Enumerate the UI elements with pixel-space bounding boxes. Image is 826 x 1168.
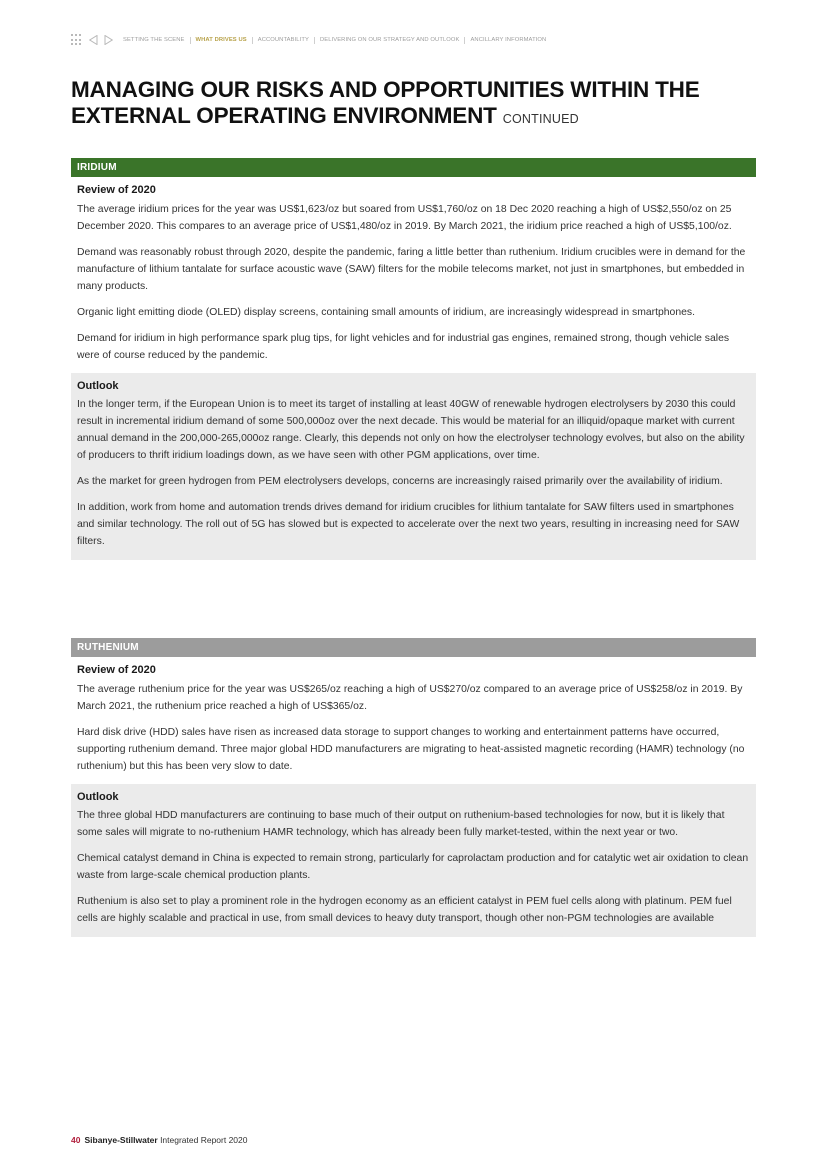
- ruthenium-outlook-paragraph: The three global HDD manufacturers are continuing to base much of their output on ruthenium-based technologies for now, but it is likely that some sales will migrate to no-ruthenium HAMR technology, which has already been fully market-tested, within the next year or two.: [77, 810, 725, 838]
- iridium-outlook-paragraph: In addition, work from home and automation trends drives demand for iridium crucibles for lithium tantalate for SAW filters used in smartphones and similar technology. The roll out of 5G has slowed but is expected to accelerate over the next two years, resulting in increasing need for SAW filters.: [77, 502, 740, 547]
- nav-setting-the-scene[interactable]: SETTING THE SCENE: [123, 37, 185, 43]
- iridium-outlook-paragraph: As the market for green hydrogen from PEM electrolysers develops, concerns are increasingly raised primarily over the availability of iridium.: [77, 476, 723, 487]
- nav-delivering-on-strategy[interactable]: DELIVERING ON OUR STRATEGY AND OUTLOOK: [319, 37, 460, 43]
- ruthenium-review-paragraph: Hard disk drive (HDD) sales have risen as increased data storage to support changes to working and entertainment patterns have occurred, supporting ruthenium demand. Three major global HDD manufacturers are migrating to heat-assisted magnetic recording (HAMR) technology (no ruthenium) but this has been very slow to date.: [77, 727, 745, 772]
- ruthenium-review-title: Review of 2020: [77, 664, 156, 676]
- nav-divider: [314, 37, 315, 44]
- nav-divider: [252, 37, 253, 44]
- ruthenium-outlook-box: [71, 784, 756, 937]
- ruthenium-outlook-paragraph: Ruthenium is also set to play a prominent role in the hydrogen economy as an efficient catalyst in PEM fuel cells along with platinum. PEM fuel cells are highly scalable and practical in use, from small devices to heavy duty transport, though other non-PGM technologies are available: [77, 896, 732, 924]
- page-title: [71, 77, 771, 132]
- ruthenium-review-paragraph: The average ruthenium price for the year was US$265/oz reaching a high of US$270/oz compared to an average price of US$258/oz in 2019. By March 2021, the ruthenium price reached a high of US$365/oz.: [77, 684, 743, 712]
- nav-accountability[interactable]: ACCOUNTABILITY: [257, 37, 309, 43]
- iridium-header: IRIDIUM: [71, 158, 756, 177]
- previous-page-icon[interactable]: [87, 34, 100, 47]
- nav-ancillary-information[interactable]: ANCILLARY INFORMATION: [470, 37, 547, 43]
- page-footer: [71, 1135, 248, 1145]
- top-navigation: [71, 33, 546, 47]
- page-title-main: MANAGING OUR RISKS AND OPPORTUNITIES WITHIN THE EXTERNAL OPERATING ENVIRONMENT: [71, 77, 700, 128]
- report-name: Integrated Report 2020: [160, 1135, 248, 1145]
- iridium-review-paragraph: Organic light emitting diode (OLED) display screens, containing small amounts of iridium, are increasingly widespread in smartphones.: [77, 307, 695, 318]
- iridium-review-title: Review of 2020: [77, 184, 156, 196]
- iridium-section: [71, 158, 756, 560]
- iridium-outlook-title: Outlook: [77, 380, 119, 392]
- page-title-continued: CONTINUED: [502, 112, 579, 126]
- iridium-outlook-paragraph: In the longer term, if the European Union is to meet its target of installing at least 40GW of renewable hydrogen electrolysers by 2030 this could result in incremental iridium demand of some 500,000oz over the next decade. This would be material for an illiquid/opaque market with current annual demand in the 200,000-265,000oz range. Clearly, this depends not only on how the electrolyser technology evolves, but also on the ability of producers to thrift iridium loadings down, as we have seen with other PGM applications, over time.: [77, 399, 745, 461]
- iridium-review-paragraph: Demand for iridium in high performance spark plug tips, for light vehicles and for industrial gas engines, remained strong, though vehicle sales were of course reduced by the pandemic.: [77, 333, 730, 361]
- iridium-review-paragraph: Demand was reasonably robust through 2020, despite the pandemic, faring a little better than ruthenium. Iridium crucibles were in demand for the manufacture of lithium tantalate for surface acoustic wave (SAW) filters for the mobile telecoms market, not just in smartphones, but embedded in many products.: [77, 247, 746, 292]
- company-name: Sibanye-Stillwater: [84, 1135, 158, 1145]
- iridium-outlook-box: [71, 373, 756, 560]
- nav-what-drives-us[interactable]: WHAT DRIVES US: [195, 37, 247, 43]
- grid-menu-icon[interactable]: [71, 34, 83, 46]
- iridium-review-paragraph: The average iridium prices for the year was US$1,623/oz but soared from US$1,760/oz on 18 Dec 2020 reaching a high of US$2,550/oz on 25 December 2020. This compares to an average price of US$1,480/oz in 2019. By March 2021, the iridium price reached a high of US$5,100/oz.: [77, 204, 732, 232]
- nav-divider: [464, 37, 465, 44]
- nav-divider: [190, 37, 191, 44]
- ruthenium-outlook-paragraph: Chemical catalyst demand in China is expected to remain strong, particularly for caprolactam production and for catalytic wet air oxidation to clean waste from large-scale chemical production plants.: [77, 853, 749, 881]
- ruthenium-section: [71, 638, 756, 937]
- ruthenium-header: RUTHENIUM: [71, 638, 756, 657]
- ruthenium-outlook-title: Outlook: [77, 791, 119, 803]
- next-page-icon[interactable]: [102, 34, 115, 47]
- page-number: 40: [71, 1135, 81, 1145]
